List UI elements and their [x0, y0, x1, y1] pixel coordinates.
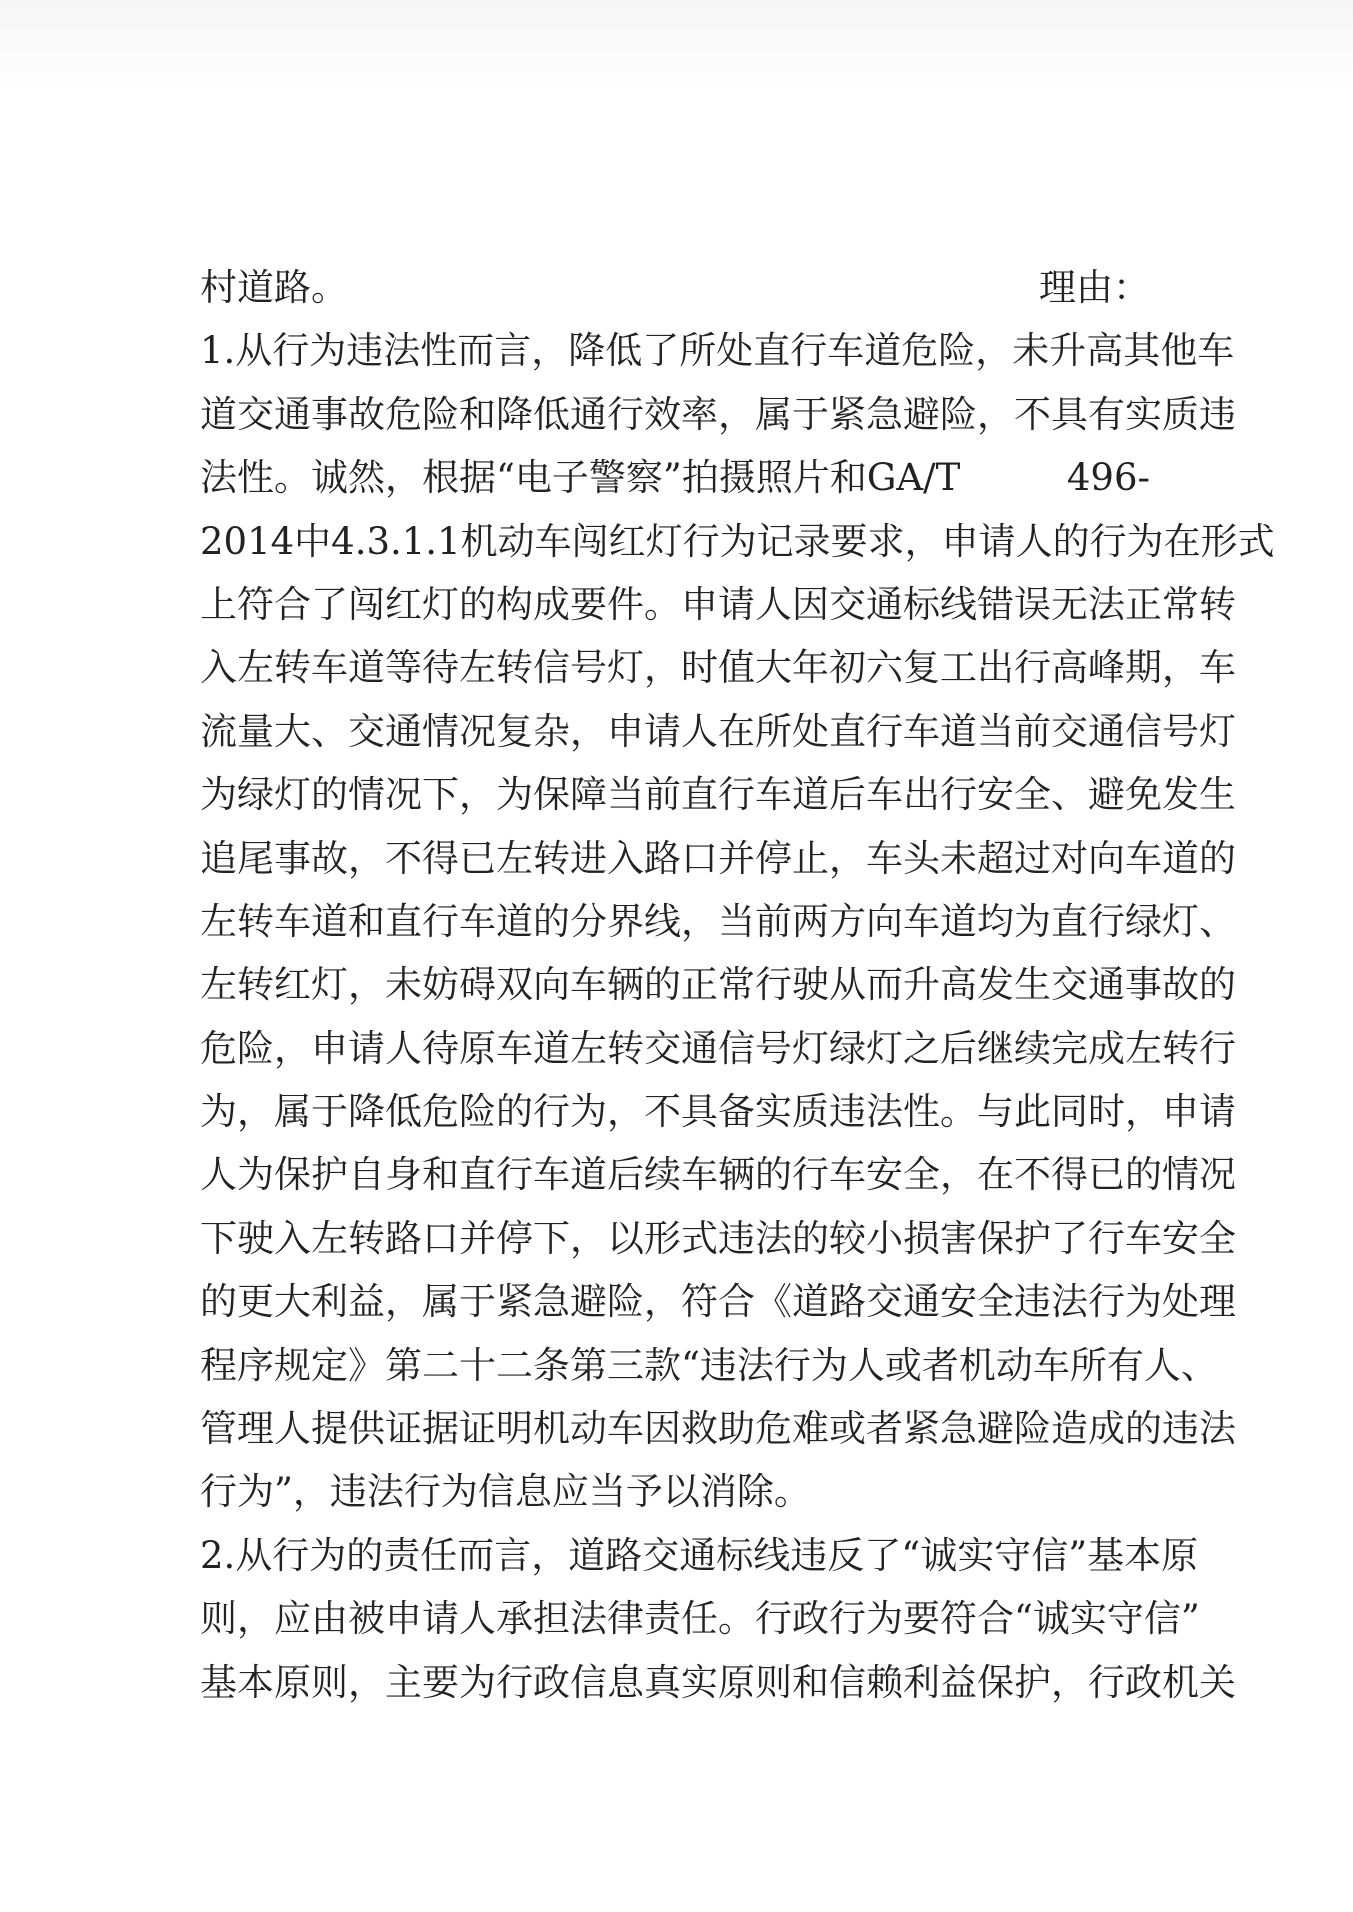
text-line-11: 左转车道和直行车道的分界线，当前两方向车道均为直行绿灯、 [200, 899, 1236, 943]
text-line-7: 入左转车道等待左转信号灯，时值大年初六复工出行高峰期，车 [200, 646, 1236, 690]
text-line-3: 道交通事故危险和降低通行效率，属于紧急避险，不具有实质违 [200, 392, 1236, 436]
page-top-edge [0, 0, 1353, 90]
text-line-6: 上符合了闯红灯的构成要件。申请人因交通标线错误无法正常转 [200, 582, 1236, 626]
text-line-13: 危险，申请人待原车道左转交通信号灯绿灯之后继续完成左转行 [200, 1026, 1236, 1070]
text-line-22: 则，应由被申请人承担法律责任。行政行为要符合“诚实守信” [200, 1597, 1200, 1641]
text-line-15: 人为保护自身和直行车道后续车辆的行车安全，在不得已的情况 [200, 1153, 1236, 1197]
line-right-segment: 理由： [1039, 266, 1150, 309]
text-line-2: 1.从行为违法性而言，降低了所处直行车道危险，未升高其他车 [200, 329, 1235, 373]
text-line-12: 左转红灯，未妨碍双向车辆的正常行驶从而升高发生交通事故的 [200, 963, 1236, 1007]
text-line-18: 程序规定》第二十二条第三款“违法行为人或者机动车所有人、 [200, 1343, 1218, 1387]
text-line-23: 基本原则，主要为行政信息真实原则和信赖利益保护，行政机关 [200, 1660, 1236, 1704]
text-line-21: 2.从行为的责任而言，道路交通标线违反了“诚实守信”基本原 [200, 1533, 1199, 1577]
text-line-16: 下驶入左转路口并停下，以形式违法的较小损害保护了行车安全 [200, 1216, 1236, 1260]
text-line-14: 为，属于降低危险的行为，不具备实质违法性。与此同时，申请 [200, 1090, 1236, 1134]
text-line-10: 追尾事故，不得已左转进入路口并停止，车头未超过对向车道的 [200, 836, 1236, 880]
line-right-segment: 496- [1066, 456, 1150, 500]
body-text [200, 256, 1275, 1714]
line-left-segment: 法性。诚然，根据“电子警察”拍摄照片和GA/T [200, 456, 961, 500]
text-line-17: 的更大利益，属于紧急避险，符合《道路交通安全违法行为处理 [200, 1280, 1236, 1324]
text-line-9: 为绿灯的情况下，为保障当前直行车道后车出行安全、避免发生 [200, 773, 1236, 817]
line-left-segment: 村道路。 [200, 266, 348, 309]
text-line-19: 管理人提供证据证明机动车因救助危难或者紧急避险造成的违法 [200, 1407, 1236, 1451]
text-line-5: 2014中4.3.1.1机动车闯红灯行为记录要求，申请人的行为在形式 [200, 519, 1275, 563]
text-line-8: 流量大、交通情况复杂，申请人在所处直行车道当前交通信号灯 [200, 709, 1236, 753]
text-line-4 [200, 446, 1150, 509]
text-line-1 [200, 256, 1150, 319]
text-line-20: 行为”，违法行为信息应当予以消除。 [200, 1470, 811, 1514]
